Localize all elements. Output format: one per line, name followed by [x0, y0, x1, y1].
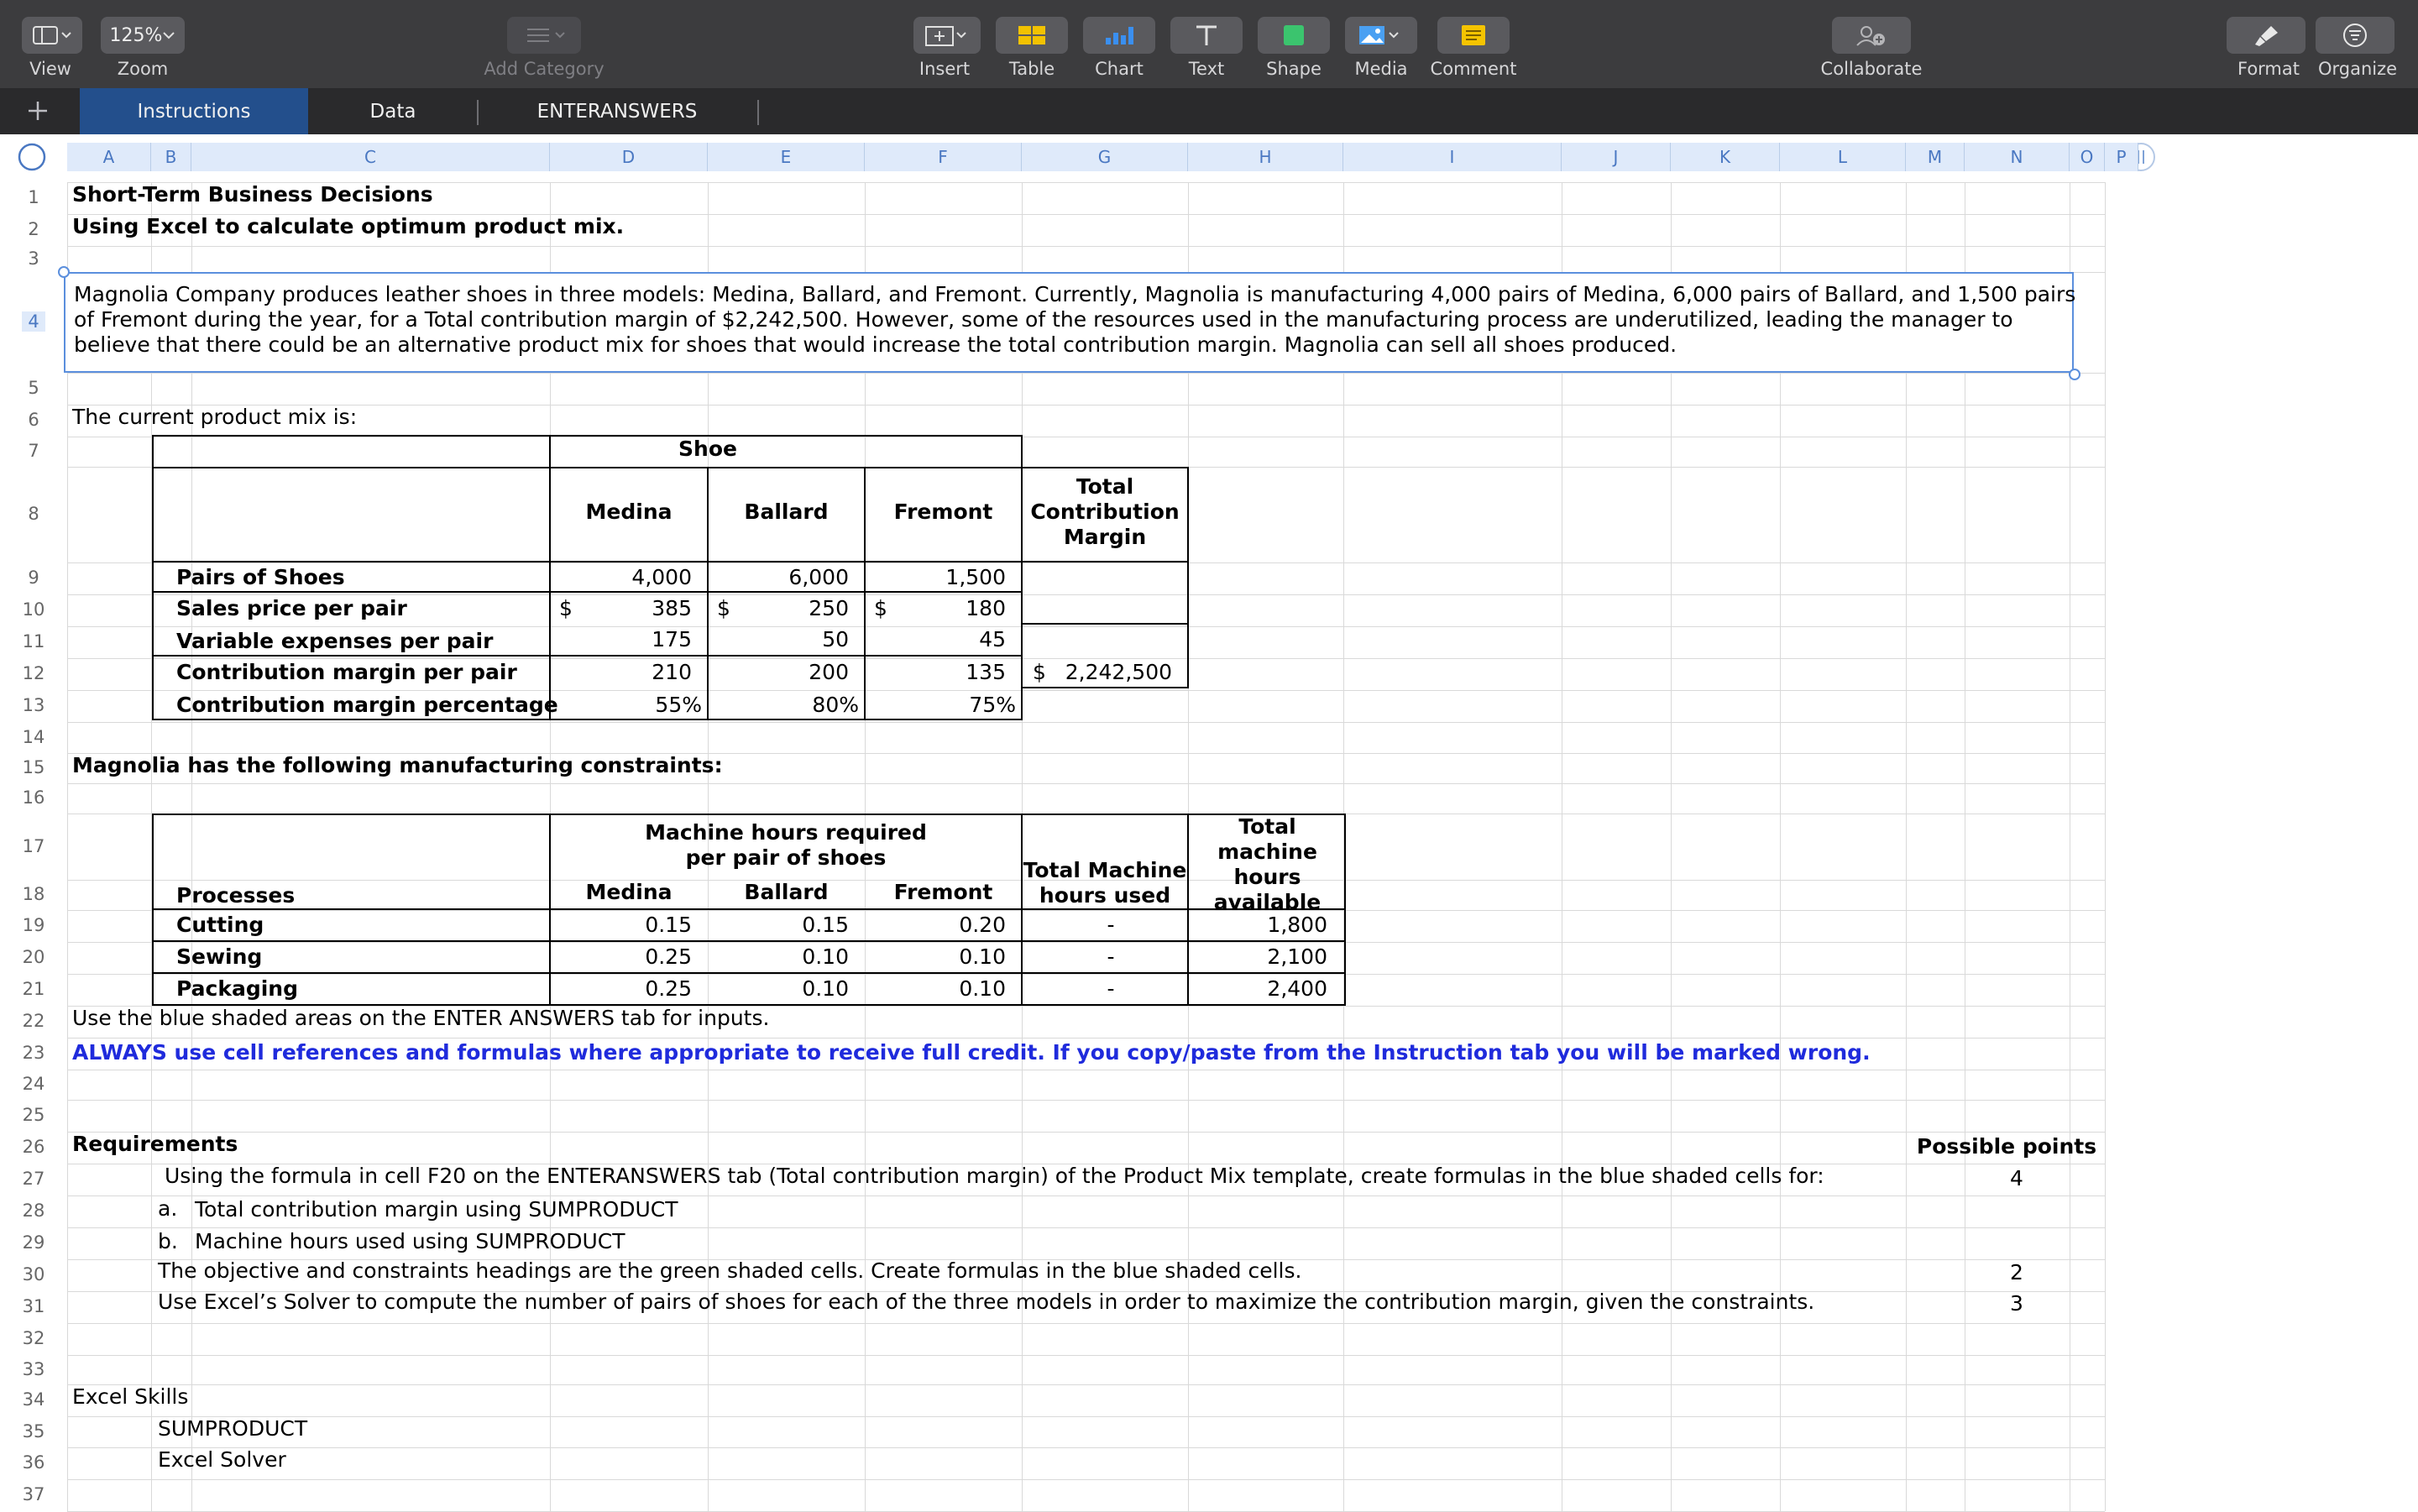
row-gridline	[67, 594, 2105, 595]
processes-header[interactable]: Processes	[176, 883, 296, 908]
medina-header[interactable]: Medina	[585, 500, 673, 524]
insert-label: Insert	[919, 59, 971, 79]
cell-pairs-ballard[interactable]: 6,000	[788, 565, 849, 589]
table-label: Table	[1008, 59, 1055, 79]
row-header-36[interactable]: 36	[22, 1452, 45, 1473]
row-header-27[interactable]: 27	[22, 1169, 45, 1189]
cell-price-fremont[interactable]: 180	[966, 596, 1006, 620]
row-label-cmpct[interactable]: Contribution margin percentage	[176, 693, 558, 717]
tmh-avail-header-2[interactable]: machine	[1217, 840, 1317, 864]
row-header-11[interactable]: 11	[22, 631, 45, 651]
media-icon	[1356, 23, 1406, 48]
sheet-title[interactable]: Short-Term Business Decisions	[72, 182, 433, 207]
comment-button[interactable]	[1437, 17, 1510, 54]
mh-medina[interactable]: 0.15	[645, 913, 692, 937]
table-rule	[152, 908, 1346, 910]
machine-hours-header-2[interactable]: per pair of shoes	[685, 845, 887, 870]
table-rule	[152, 940, 1346, 942]
collaborate-label: Collaborate	[1820, 59, 1923, 79]
media-button[interactable]	[1345, 17, 1417, 54]
row-header-22[interactable]: 22	[22, 1011, 45, 1031]
process-name[interactable]: Packaging	[176, 976, 298, 1001]
table-rule	[1021, 687, 1189, 688]
row-gridline	[67, 373, 2105, 374]
row-gridline	[67, 1100, 2105, 1101]
table-rule	[1021, 623, 1189, 625]
row-header-14[interactable]: 14	[22, 726, 45, 747]
tcm-header-line-1[interactable]: Total	[1076, 474, 1134, 499]
row-gridline	[67, 1355, 2105, 1356]
tab-data[interactable]: Data	[369, 100, 416, 123]
row-header-33[interactable]: 33	[22, 1358, 45, 1379]
row-gridline	[67, 1195, 2105, 1196]
row-header-7[interactable]: 7	[28, 441, 39, 461]
paintbrush-icon	[2249, 23, 2283, 48]
dollar-sign: $	[874, 596, 887, 620]
column-header-g[interactable]: G	[1022, 143, 1188, 171]
row-gridline	[67, 1479, 2105, 1480]
table-button[interactable]	[996, 17, 1068, 54]
comment-icon	[1457, 23, 1490, 48]
mh-fremont[interactable]: 0.10	[959, 976, 1006, 1001]
dollar-sign: $	[717, 596, 730, 620]
row-label-price[interactable]: Sales price per pair	[176, 596, 407, 620]
mh-medina[interactable]: 0.25	[645, 976, 692, 1001]
tmh-avail-header-4[interactable]: available	[1213, 890, 1322, 908]
row-header-8[interactable]: 8	[28, 504, 39, 524]
req-2[interactable]: The objective and constraints headings are the green shaded cells. Create formulas in the blue shaded cells.	[158, 1258, 1302, 1283]
table-divider	[152, 561, 154, 720]
column-header-c[interactable]: C	[191, 143, 550, 171]
add-category-button[interactable]	[507, 17, 581, 54]
row-header-6[interactable]: 6	[28, 410, 39, 430]
cell-cm-medina[interactable]: 210	[652, 660, 692, 684]
row-gridline	[67, 690, 2105, 691]
mh-ballard[interactable]: 0.10	[802, 944, 849, 969]
mh-fremont-header[interactable]: Fremont	[893, 880, 993, 904]
zoom-select[interactable]	[101, 17, 185, 54]
tmh-avail-header-1[interactable]: Total	[1238, 814, 1296, 839]
table-divider	[1187, 561, 1189, 688]
shape-button[interactable]	[1258, 17, 1330, 54]
select-all-button[interactable]	[15, 140, 49, 174]
row-header-28[interactable]: 28	[22, 1201, 45, 1221]
text-button[interactable]	[1170, 17, 1243, 54]
req-b-letter[interactable]: b.	[158, 1229, 178, 1253]
row-header-31[interactable]: 31	[22, 1296, 45, 1316]
cell-pairs-medina[interactable]: 4,000	[631, 565, 692, 589]
column-gridline	[67, 182, 68, 1511]
cell-cm-fremont[interactable]: 135	[966, 660, 1006, 684]
mh-medina[interactable]: 0.25	[645, 944, 692, 969]
points-3[interactable]: 3	[2010, 1291, 2023, 1316]
insert-icon	[922, 23, 972, 48]
cell-varexp-fremont[interactable]: 45	[979, 627, 1006, 651]
req-a-letter[interactable]: a.	[158, 1196, 178, 1221]
collaborate-button[interactable]	[1832, 17, 1911, 54]
cell-cm-ballard[interactable]: 200	[809, 660, 849, 684]
skill-solver[interactable]: Excel Solver	[158, 1447, 286, 1472]
row-gridline	[67, 1416, 2105, 1417]
row-header-18[interactable]: 18	[22, 884, 45, 904]
hours-available[interactable]: 2,400	[1267, 976, 1327, 1001]
organize-button[interactable]	[2316, 17, 2394, 54]
row-header-24[interactable]: 24	[22, 1074, 45, 1094]
sidebar-icon	[30, 24, 74, 47]
table-icon	[1015, 23, 1049, 48]
hours-available[interactable]: 1,800	[1267, 913, 1327, 937]
row-gridline	[67, 1227, 2105, 1228]
column-gridline	[2105, 182, 2106, 1511]
organize-label: Organize	[2317, 59, 2398, 79]
row-header-30[interactable]: 30	[22, 1264, 45, 1284]
column-header-l[interactable]: L	[1780, 143, 1906, 171]
note-blue-areas[interactable]: Use the blue shaded areas on the ENTER ANSWERS tab for inputs.	[72, 1006, 770, 1030]
list-icon	[519, 24, 569, 47]
tmh-used-header-2[interactable]: hours used	[1039, 883, 1171, 908]
table-rule	[152, 719, 1023, 720]
chart-label: Chart	[1095, 59, 1144, 79]
row-header-2[interactable]: 2	[28, 219, 39, 239]
column-header-o[interactable]: O	[2070, 143, 2105, 171]
req-intro[interactable]: Using the formula in cell F20 on the ENTERANSWERS tab (Total contribution margin) of the Product Mix template, create formulas in the blue shaded cells for:	[165, 1164, 1824, 1188]
row-gridline	[67, 658, 2105, 659]
row-header-3[interactable]: 3	[28, 248, 39, 269]
dollar-sign: $	[559, 596, 573, 620]
note-always[interactable]: ALWAYS use cell references and formulas where appropriate to receive full credit. If you copy/paste from the Instruction tab you will be marked wrong.	[72, 1040, 1871, 1065]
text-label: Text	[1188, 59, 1225, 79]
hours-available[interactable]: 2,100	[1267, 944, 1327, 969]
row-header-29[interactable]: 29	[22, 1232, 45, 1253]
table-rule	[152, 591, 1023, 593]
column-header-b[interactable]: B	[151, 143, 191, 171]
req-3[interactable]: Use Excel’s Solver to compute the number of pairs of shoes for each of the three models in order to maximize the contribution margin, given the constraints.	[158, 1290, 1815, 1314]
format-label: Format	[2237, 59, 2300, 79]
mh-ballard-header[interactable]: Ballard	[744, 880, 829, 904]
row-header-32[interactable]: 32	[22, 1328, 45, 1348]
row-gridline	[67, 626, 2105, 627]
row-header-10[interactable]: 10	[22, 599, 45, 620]
column-header-h[interactable]: H	[1188, 143, 1343, 171]
row-header-25[interactable]: 25	[22, 1105, 45, 1125]
shape-icon	[1277, 23, 1311, 48]
tmh-used-header-1[interactable]: Total Machine	[1023, 858, 1187, 882]
tmh-avail-header-3[interactable]: hours	[1233, 865, 1301, 889]
cell-price-medina[interactable]: 385	[652, 596, 692, 620]
row-gridline	[67, 722, 2105, 723]
points-1[interactable]: 4	[2010, 1166, 2023, 1190]
collaborate-icon	[1853, 23, 1890, 48]
mh-fremont[interactable]: 0.20	[959, 913, 1006, 937]
process-name[interactable]: Cutting	[176, 913, 264, 937]
column-header-j[interactable]: J	[1562, 143, 1671, 171]
row-header-19[interactable]: 19	[22, 915, 45, 935]
row-header-26[interactable]: 26	[22, 1137, 45, 1157]
cell-cmpct-medina[interactable]: 55%	[655, 693, 702, 717]
row-header-23[interactable]: 23	[22, 1043, 45, 1063]
skill-sumproduct[interactable]: SUMPRODUCT	[158, 1416, 308, 1441]
intro-line-3: believe that there could be an alternative product mix for shoes that would increase the total contribution margin. Magnolia can sell all shoes produced.	[74, 332, 1677, 357]
possible-points-header[interactable]: Possible points	[1916, 1134, 2097, 1159]
column-header-d[interactable]: D	[550, 143, 708, 171]
machine-hours-header-1[interactable]: Machine hours required	[645, 820, 927, 845]
hours-used[interactable]: -	[1107, 976, 1115, 1001]
mh-ballard[interactable]: 0.15	[802, 913, 849, 937]
column-gridline	[1906, 182, 1907, 1511]
tab-separator	[757, 100, 759, 125]
row-header-17[interactable]: 17	[22, 835, 45, 856]
row-gridline	[67, 562, 2105, 563]
organize-icon	[2338, 22, 2372, 49]
zoom-label: Zoom	[117, 59, 169, 79]
row-gridline	[67, 1384, 2105, 1385]
cell-varexp-medina[interactable]: 175	[652, 627, 692, 651]
selection-handle[interactable]	[58, 266, 70, 278]
row-gridline	[67, 1323, 2105, 1324]
row-gridline	[67, 1038, 2105, 1039]
hours-used[interactable]: -	[1107, 944, 1115, 969]
column-header-f[interactable]: F	[865, 143, 1022, 171]
column-header-i[interactable]: I	[1343, 143, 1562, 171]
circle-icon	[15, 140, 49, 174]
cell-price-ballard[interactable]: 250	[809, 596, 849, 620]
tcm-header-line-2[interactable]: Contribution	[1030, 500, 1180, 524]
row-gridline	[67, 1132, 2105, 1133]
row-header-37[interactable]: 37	[22, 1484, 45, 1504]
cell-cmpct-ballard[interactable]: 80%	[812, 693, 859, 717]
shoe-header[interactable]: Shoe	[678, 437, 737, 461]
view-label: View	[29, 59, 71, 79]
mh-medina-header[interactable]: Medina	[585, 880, 673, 904]
row-gridline	[67, 783, 2105, 784]
row-header-13[interactable]: 13	[22, 695, 45, 715]
row-header-9[interactable]: 9	[28, 568, 39, 588]
zoom-value: 125%	[109, 24, 163, 46]
column-header-row	[67, 143, 2138, 171]
intro-text-box[interactable]	[64, 272, 2074, 373]
ballard-header[interactable]: Ballard	[744, 500, 829, 524]
fremont-header[interactable]: Fremont	[893, 500, 993, 524]
add-sheet-button[interactable]	[24, 97, 52, 125]
tcm-header-line-3[interactable]: Margin	[1063, 525, 1147, 549]
row-header-4[interactable]: 4	[22, 311, 45, 332]
toolbar	[0, 0, 2418, 88]
column-header-m[interactable]: M	[1906, 143, 1965, 171]
chevron-down-icon	[162, 30, 175, 40]
tab-enteranswers[interactable]: ENTERANSWERS	[536, 100, 698, 123]
selection-handle[interactable]	[2069, 369, 2080, 380]
excel-skills-header[interactable]: Excel Skills	[72, 1384, 189, 1409]
row-gridline	[67, 1447, 2105, 1448]
shape-label: Shape	[1266, 59, 1322, 79]
row-label-pairs[interactable]: Pairs of Shoes	[176, 565, 345, 589]
row-label-varexp[interactable]: Variable expenses per pair	[176, 629, 494, 653]
chart-icon	[1102, 23, 1136, 48]
insert-button[interactable]	[913, 17, 981, 54]
plus-icon	[24, 97, 52, 125]
mh-fremont[interactable]: 0.10	[959, 944, 1006, 969]
sheet-tab-bar	[0, 88, 2418, 134]
add-category-label: Add Category	[484, 59, 604, 79]
view-button[interactable]	[22, 17, 82, 54]
column-header-e[interactable]: E	[708, 143, 865, 171]
mh-ballard[interactable]: 0.10	[802, 976, 849, 1001]
row-header-20[interactable]: 20	[22, 947, 45, 967]
cell-cmpct-fremont[interactable]: 75%	[969, 693, 1016, 717]
row-header-5[interactable]: 5	[28, 378, 39, 398]
row-header-15[interactable]: 15	[22, 757, 45, 777]
chart-button[interactable]	[1083, 17, 1155, 54]
dollar-sign: $	[1033, 660, 1046, 684]
intro-line-2: of Fremont during the year, for a Total contribution margin of $2,242,500. However, some of the resources used in the manufacturing process are underutilized, leading the manager to	[74, 307, 2013, 332]
column-header-p[interactable]: P	[2105, 143, 2138, 171]
comment-label: Comment	[1430, 59, 1517, 79]
row-header-1[interactable]: 1	[28, 187, 39, 207]
points-2[interactable]: 2	[2010, 1260, 2023, 1284]
column-header-n[interactable]: N	[1965, 143, 2070, 171]
current-mix-label[interactable]: The current product mix is:	[72, 405, 358, 429]
row-header-12[interactable]: 12	[22, 663, 45, 683]
tmh-avail-header-4-clip	[1189, 890, 1346, 908]
cell-pairs-fremont[interactable]: 1,500	[945, 565, 1006, 589]
requirements-header[interactable]: Requirements	[72, 1132, 238, 1156]
row-header-35[interactable]: 35	[22, 1420, 45, 1441]
process-name[interactable]: Sewing	[176, 944, 263, 969]
media-label: Media	[1354, 59, 1408, 79]
cell-total-cm[interactable]: 2,242,500	[1065, 660, 1172, 684]
row-label-cm[interactable]: Contribution margin per pair	[176, 660, 517, 684]
req-b[interactable]: Machine hours used using SUMPRODUCT	[195, 1229, 625, 1253]
req-a[interactable]: Total contribution margin using SUMPRODUCT	[195, 1197, 678, 1222]
sheet-subtitle[interactable]: Using Excel to calculate optimum product mix.	[72, 214, 625, 238]
row-header-21[interactable]: 21	[22, 979, 45, 999]
cell-varexp-ballard[interactable]: 50	[822, 627, 849, 651]
intro-line-1: Magnolia Company produces leather shoes in three models: Medina, Ballard, and Fremont. Currently, Magnolia is manufacturing 4,000 pairs of Medina, 6,000 pairs of Ballard, and 1,500 pairs	[74, 282, 2076, 306]
table-rule	[152, 972, 1346, 974]
format-button[interactable]	[2227, 17, 2305, 54]
row-header-16[interactable]: 16	[22, 787, 45, 808]
tab-instructions[interactable]: Instructions	[80, 88, 308, 134]
hours-used[interactable]: -	[1107, 913, 1115, 937]
row-header-34[interactable]: 34	[22, 1389, 45, 1410]
constraints-intro[interactable]: Magnolia has the following manufacturing constraints:	[72, 753, 723, 777]
text-icon	[1190, 23, 1223, 48]
column-header-a[interactable]: A	[67, 143, 151, 171]
column-header-k[interactable]: K	[1671, 143, 1780, 171]
table-rule	[152, 655, 1023, 657]
row-gridline	[67, 246, 2105, 247]
